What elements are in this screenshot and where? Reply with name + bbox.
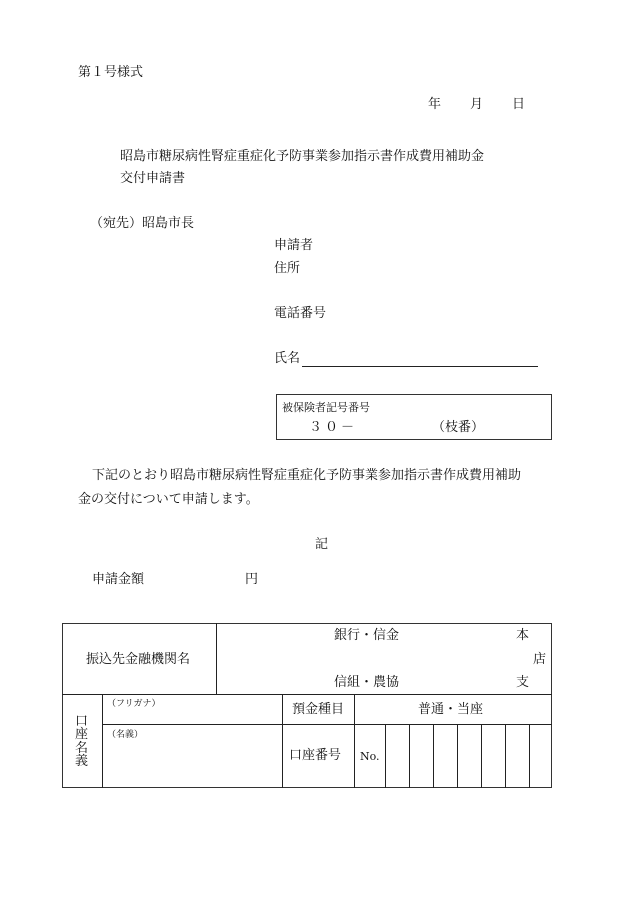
account-digit-divider bbox=[505, 724, 506, 788]
date-year-label: 年 bbox=[428, 97, 442, 112]
applicant-heading: 申請者 bbox=[274, 238, 314, 253]
account-digit-divider bbox=[409, 724, 410, 788]
furigana-label: （フリガナ） bbox=[107, 699, 161, 709]
form-number: 第１号様式 bbox=[78, 65, 144, 80]
ki-heading: 記 bbox=[315, 537, 329, 552]
account-holder-char: 口 bbox=[75, 714, 89, 729]
body-text-line-1: 下記のとおり昭島市糖尿病性腎症重症化予防事業参加指示書作成費用補助 bbox=[92, 468, 522, 483]
account-holder-char: 義 bbox=[75, 754, 89, 769]
table-col-divider-left-details bbox=[282, 694, 283, 788]
table-col-divider-label bbox=[354, 694, 355, 788]
account-holder-char: 名 bbox=[75, 741, 89, 756]
document-title-line-2: 交付申請書 bbox=[120, 171, 186, 186]
document-title-line-1: 昭島市糖尿病性腎症重症化予防事業参加指示書作成費用補助金 bbox=[120, 149, 485, 164]
account-number-label: 口座番号 bbox=[289, 748, 342, 763]
bank-type-2: 信組・農協 bbox=[334, 675, 400, 690]
insurance-branch-label: （枝番） bbox=[432, 420, 485, 435]
table-col-divider-institution bbox=[216, 623, 217, 694]
institution-label: 振込先金融機関名 bbox=[86, 652, 191, 667]
date-day-label: 日 bbox=[512, 97, 526, 112]
account-digit-divider bbox=[481, 724, 482, 788]
account-digit-divider bbox=[433, 724, 434, 788]
phone-label: 電話番号 bbox=[274, 306, 327, 321]
furigana-divider bbox=[102, 724, 282, 725]
address-label: 住所 bbox=[274, 261, 301, 276]
insurance-number-prefix: ３０－ bbox=[309, 420, 358, 435]
amount-unit: 円 bbox=[245, 572, 259, 587]
insurance-number-label: 被保険者記号番号 bbox=[282, 401, 370, 414]
account-digit-divider bbox=[385, 724, 386, 788]
name-underline bbox=[302, 366, 538, 367]
addressee: （宛先）昭島市長 bbox=[90, 216, 195, 231]
account-digit-divider bbox=[529, 724, 530, 788]
table-col-divider-holder bbox=[102, 694, 103, 788]
branch-type-3: 支 bbox=[516, 675, 530, 690]
amount-label: 申請金額 bbox=[92, 572, 145, 587]
deposit-type-value: 普通・当座 bbox=[418, 702, 484, 717]
table-row-divider bbox=[62, 694, 552, 695]
branch-type-2: 店 bbox=[533, 652, 547, 667]
holder-name-label: （名義） bbox=[107, 730, 144, 740]
branch-type-1: 本 bbox=[516, 628, 530, 643]
name-label: 氏名 bbox=[274, 351, 301, 366]
date-month-label: 月 bbox=[470, 97, 484, 112]
account-number-no-label: No. bbox=[360, 750, 380, 763]
bank-type-1: 銀行・信金 bbox=[334, 628, 400, 643]
deposit-type-label: 預金種目 bbox=[292, 702, 345, 717]
account-digit-divider bbox=[457, 724, 458, 788]
body-text-line-2: 金の交付について申請します。 bbox=[78, 492, 259, 507]
deposit-row-divider bbox=[282, 724, 552, 725]
account-holder-char: 座 bbox=[75, 727, 89, 742]
